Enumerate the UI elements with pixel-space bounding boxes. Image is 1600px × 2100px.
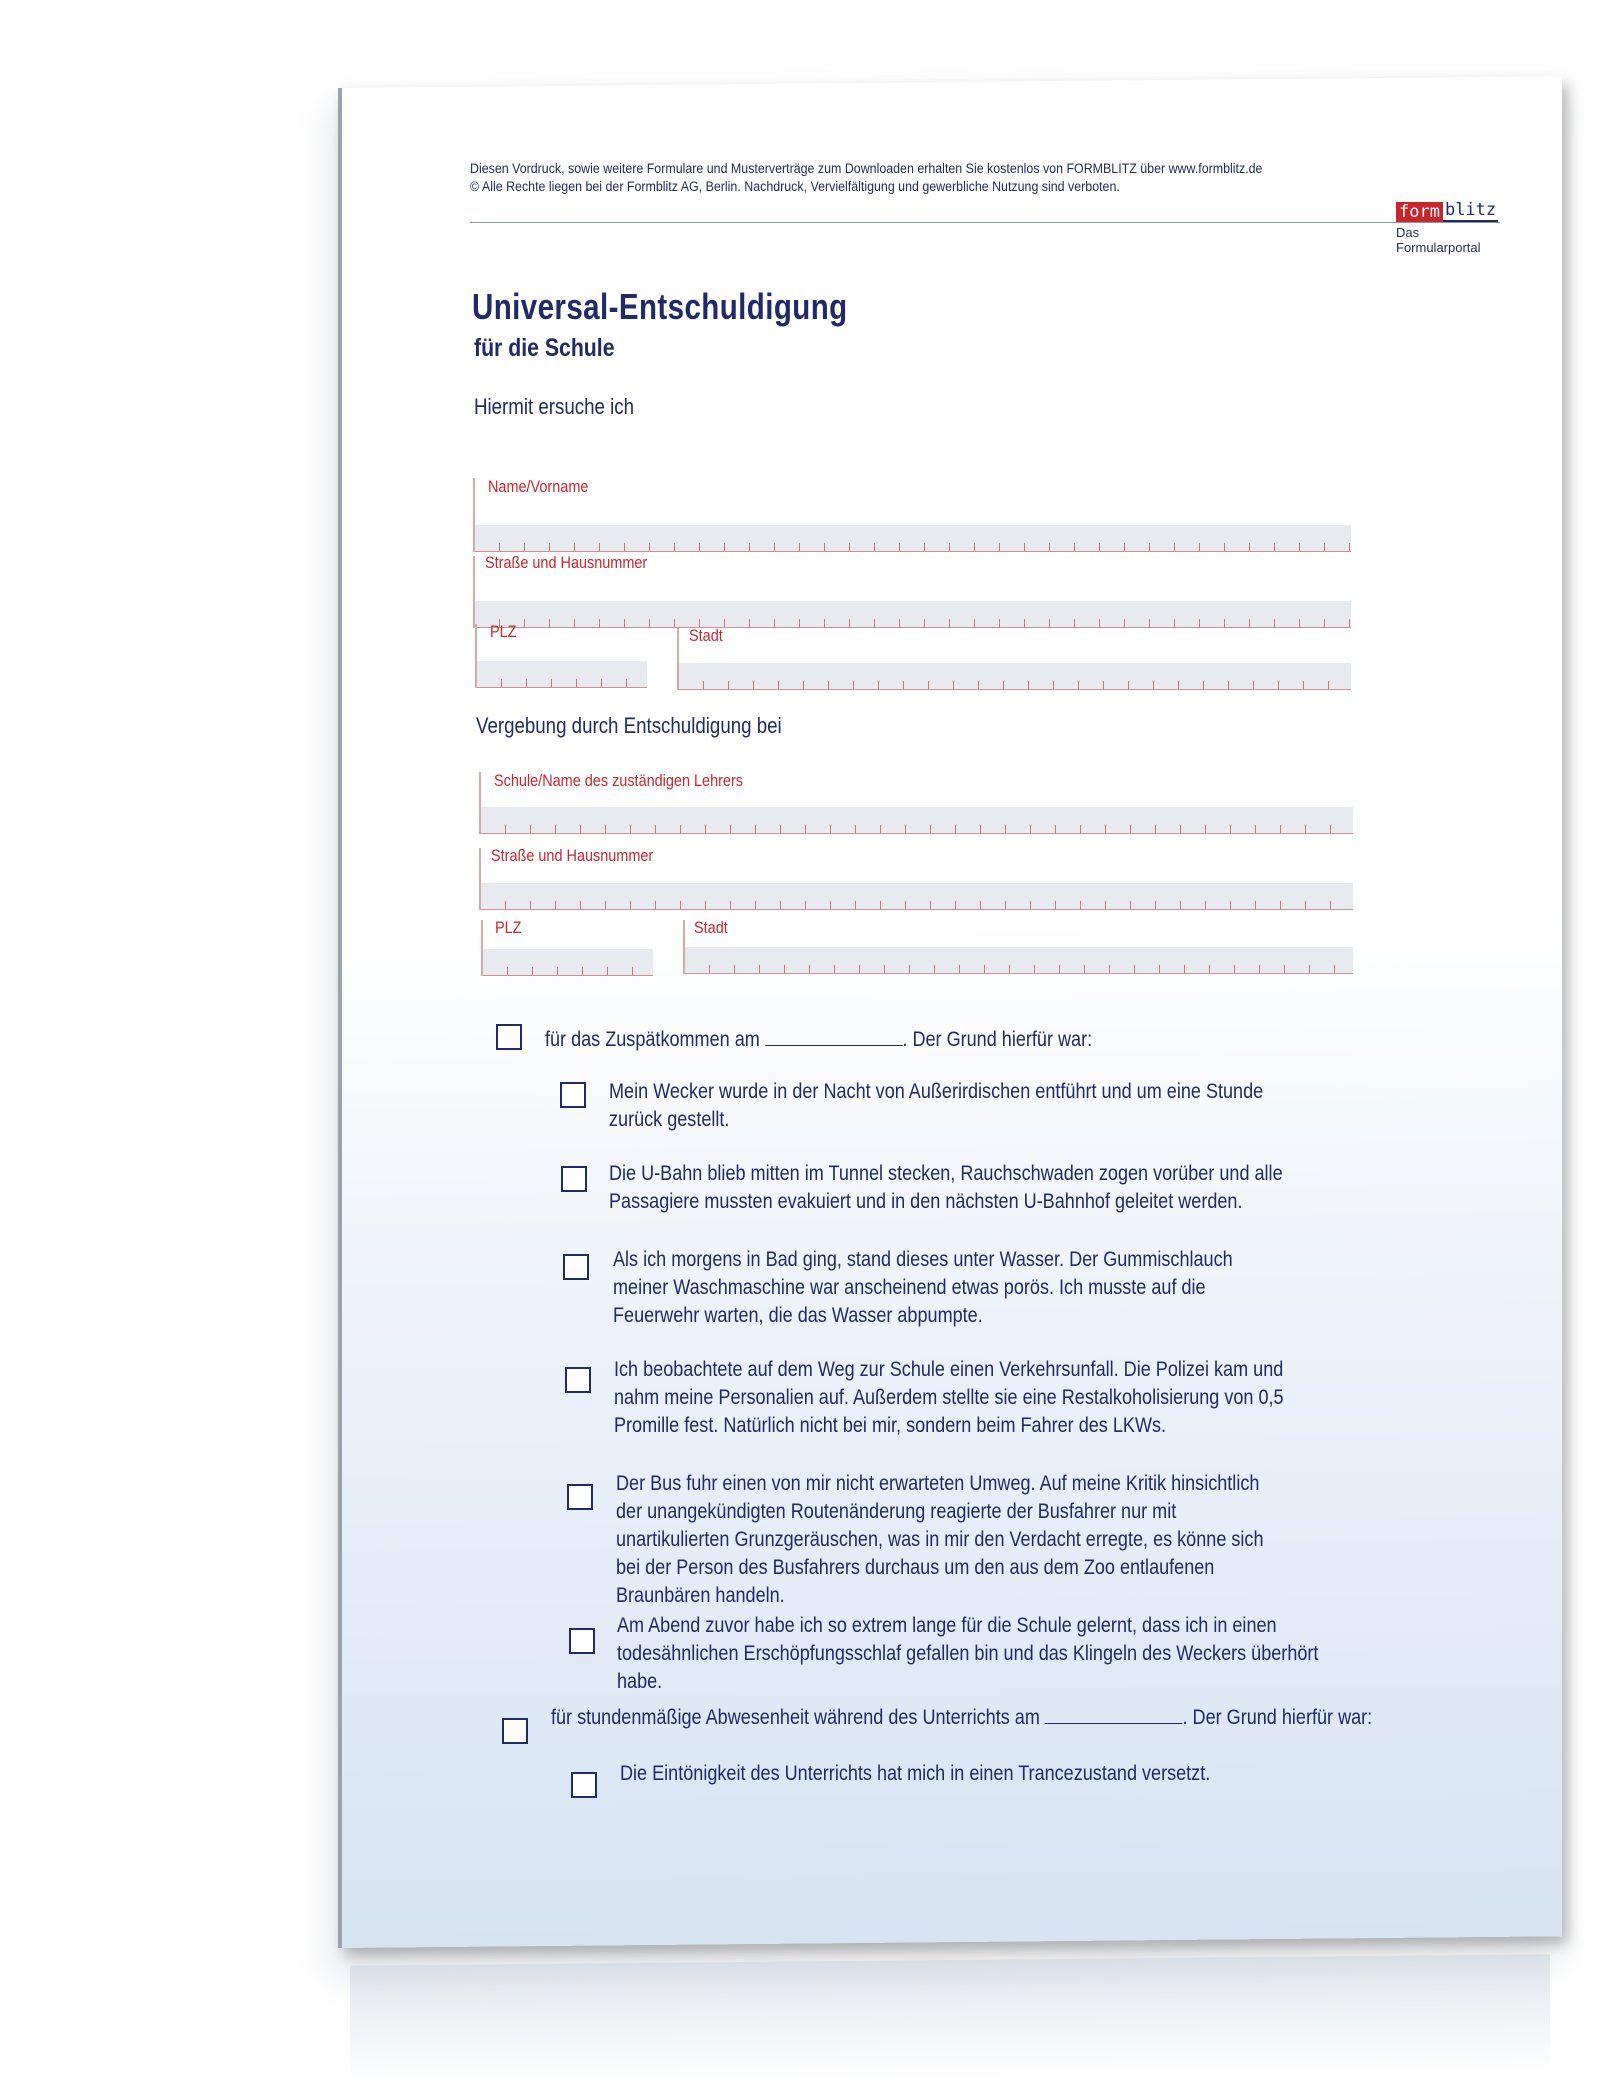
applicant-street-field[interactable] [473, 556, 1351, 628]
late-reason-2-text: Die U-Bahn blieb mitten im Tunnel stecken, Rauchschwaden zogen vorüber und alle Passagiere mussten evakuiert und in den nächsten U-Bahnhof geleitet werden. [609, 1162, 1283, 1213]
absence-reason-1-text: Die Eintönigkeit des Unterrichts hat mich in einen Trancezustand versetzt. [620, 1762, 1211, 1785]
absence-reason-intro: . Der Grund hierfür war: [1182, 1706, 1373, 1729]
logo-blitz-text: blitz [1444, 200, 1497, 220]
late-reason-5-text: Der Bus fuhr einen von mir nicht erwarteten Umweg. Auf meine Kritik hinsichtlich der unangekündigten Routenänderung reagierte der Busfahrer nur mit unartikulierten Grunzgeräuschen, was in mir den Verdacht erregte, es könne sich bei der Person des Busfahrers durchaus um den aus dem Zoo entlaufenen Braunbären handeln. [616, 1472, 1264, 1607]
school-zip-label: PLZ [495, 918, 522, 937]
applicant-name-input-bar[interactable] [475, 525, 1351, 552]
school-name-label: Schule/Name des zuständigen Lehrers [494, 771, 744, 790]
absence-text: für stundenmäßige Abwesenheit während des Unterrichts am [551, 1706, 1040, 1729]
late-reason-6-text: Am Abend zuvor habe ich so extrem lange für die Schule gelernt, dass ich in einen todesähnlichen Erschöpfungsschlaf gefallen bin und das Klingeln des Weckers überhört habe. [617, 1614, 1319, 1693]
school-name-field[interactable] [479, 772, 1353, 834]
absence-checkbox[interactable] [502, 1718, 528, 1744]
late-reason-1-text: Mein Wecker wurde in der Nacht von Außerirdischen entführt und um eine Stunde zurück gestellt. [609, 1080, 1264, 1131]
absence-date-blank[interactable] [1045, 1705, 1183, 1724]
late-reason-6-checkbox[interactable] [569, 1628, 595, 1654]
applicant-zip-input-bar[interactable] [477, 661, 647, 688]
applicant-zip-label: PLZ [490, 622, 517, 641]
late-arrival-reason-intro: . Der Grund hierfür war: [902, 1028, 1093, 1051]
formblitz-logo [1396, 200, 1506, 255]
notice-line-1: Diesen Vordruck, sowie weitere Formulare und Musterverträge zum Downloaden erhalten Sie kostenlos von FORMBLITZ über www.formblitz.de [470, 161, 1263, 176]
school-street-label: Straße und Hausnummer [491, 846, 654, 865]
school-intro: Vergebung durch Entschuldigung bei [476, 713, 782, 738]
applicant-city-input-bar[interactable] [679, 663, 1351, 690]
applicant-street-label: Straße und Hausnummer [485, 553, 648, 572]
sheet-reflection [350, 1954, 1550, 2086]
school-city-field[interactable] [683, 920, 1353, 974]
school-city-label: Stadt [694, 918, 728, 937]
school-name-input-bar[interactable] [481, 807, 1353, 834]
notice-line-2: © Alle Rechte liegen bei der Formblitz AG, Berlin. Nachdruck, Vervielfältigung und gewerbliche Nutzung sind verboten. [470, 179, 1120, 194]
late-arrival-line [545, 1026, 1147, 1054]
late-arrival-date-blank[interactable] [765, 1027, 903, 1046]
header-divider [470, 222, 1500, 223]
copyright-notice [470, 160, 1280, 196]
school-street-input-bar[interactable] [481, 883, 1353, 910]
school-street-field[interactable] [479, 848, 1353, 910]
late-arrival-text: für das Zuspätkommen am [545, 1028, 760, 1051]
applicant-city-field[interactable] [677, 628, 1351, 690]
applicant-intro: Hiermit ersuche ich [474, 394, 635, 419]
applicant-city-label: Stadt [689, 626, 723, 645]
applicant-name-field[interactable] [473, 478, 1351, 552]
late-reason-3-text: Als ich morgens in Bad ging, stand dieses unter Wasser. Der Gummischlauch meiner Waschmaschine war anscheinend etwas porös. Ich musste auf die Feuerwehr warten, die das Wasser abpumpte. [613, 1248, 1233, 1327]
document-title: Universal-Entschuldigung [472, 286, 848, 327]
applicant-zip-field[interactable] [475, 624, 647, 688]
school-zip-input-bar[interactable] [483, 949, 653, 976]
late-arrival-checkbox[interactable] [496, 1024, 522, 1050]
late-reason-2-checkbox[interactable] [561, 1166, 587, 1192]
school-zip-field[interactable] [481, 920, 653, 976]
late-reason-4-checkbox[interactable] [565, 1367, 591, 1393]
logo-form-text: form [1396, 202, 1443, 222]
logo-tagline: Das Formularportal [1396, 225, 1481, 255]
document-subtitle: für die Schule [474, 334, 615, 362]
school-city-input-bar[interactable] [685, 947, 1353, 974]
absence-reason-1-checkbox[interactable] [571, 1772, 597, 1798]
late-reason-5-checkbox[interactable] [567, 1484, 593, 1510]
late-reason-1-checkbox[interactable] [560, 1082, 586, 1108]
absence-line [551, 1704, 1394, 1732]
late-reason-4-text: Ich beobachtete auf dem Weg zur Schule einen Verkehrsunfall. Die Polizei kam und nahm meine Personalien auf. Außerdem stellte sie eine Restalkoholisierung von 0,5 Promille fest. Natürlich nicht bei mir, sondern beim Fahrer des LKWs. [614, 1358, 1284, 1437]
late-reason-3-checkbox[interactable] [563, 1254, 589, 1280]
applicant-name-label: Name/Vorname [488, 477, 589, 496]
